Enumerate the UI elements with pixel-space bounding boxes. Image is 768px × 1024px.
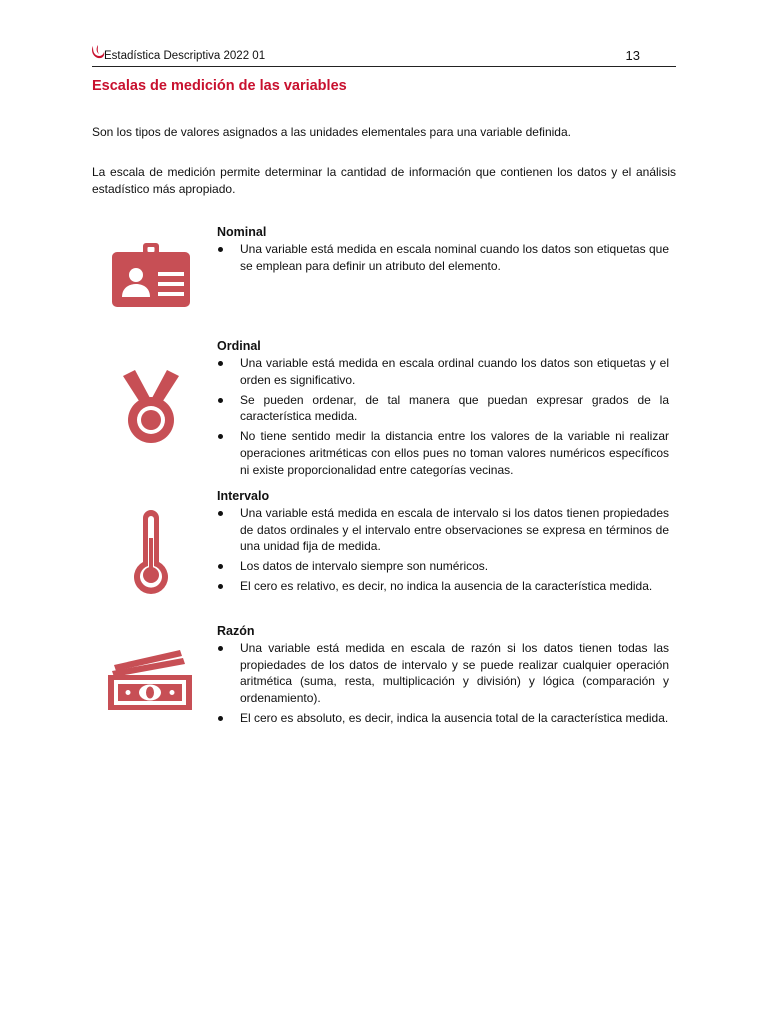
scale-title: Ordinal <box>217 339 261 353</box>
list-item: Una variable está medida en escala nominal cuando los datos son etiquetas que se emplean para definir un atributo del elemento. <box>217 241 669 274</box>
list-item: Una variable está medida en escala de intervalo si los datos tienen propiedades de datos ordinales y el intervalo entre observaciones se expresa en términos de una unidad fija de medida. <box>217 505 669 555</box>
scale-razon <box>217 623 669 730</box>
section-title: Escalas de medición de las variables <box>92 78 347 94</box>
scale-ordinal <box>217 338 669 482</box>
scale-title: Intervalo <box>217 489 270 503</box>
bullet-list <box>217 640 669 726</box>
intro-paragraph: Son los tipos de valores asignados a las unidades elementales para una variable definida. <box>92 125 571 139</box>
bullet-list <box>217 355 669 478</box>
id-card-icon <box>110 242 192 308</box>
header-title: Estadística Descriptiva 2022 01 <box>104 50 266 62</box>
scale-nominal <box>217 224 669 278</box>
scale-title: Razón <box>217 624 255 638</box>
list-item: Se pueden ordenar, de tal manera que puedan expresar grados de la característica medida. <box>217 392 669 425</box>
thermometer-icon <box>129 508 173 594</box>
list-item: No tiene sentido medir la distancia entre los valores de la variable ni realizar operaciones aritméticas con ellos pues no toman valores numéricos específicos ni existe proporcionalidad entre categorías vecinas. <box>217 428 669 478</box>
list-item: El cero es absoluto, es decir, indica la ausencia total de la característica medida. <box>217 710 669 727</box>
intro-paragraph: La escala de medición permite determinar la cantidad de información que contienen los datos y el análisis estadístico más apropiado. <box>92 165 676 196</box>
list-item: El cero es relativo, es decir, no indica la ausencia de la característica medida. <box>217 578 669 595</box>
list-item: Una variable está medida en escala de razón si los datos tienen todas las propiedades de los datos de intervalo y se puede realizar cualquier operación aritmética (suma, resta, multiplicación y división) y lógica (comparación y ordenamiento). <box>217 640 669 706</box>
scale-intervalo <box>217 488 669 598</box>
money-bills-icon <box>106 648 194 712</box>
bullet-list <box>217 241 669 274</box>
scale-title: Nominal <box>217 225 267 239</box>
page-number: 13 <box>625 48 640 63</box>
page-header <box>92 46 676 67</box>
list-item: Una variable está medida en escala ordinal cuando los datos son etiquetas y el orden es significativo. <box>217 355 669 388</box>
medal-icon <box>120 368 182 446</box>
list-item: Los datos de intervalo siempre son numéricos. <box>217 558 669 575</box>
bullet-list <box>217 505 669 595</box>
